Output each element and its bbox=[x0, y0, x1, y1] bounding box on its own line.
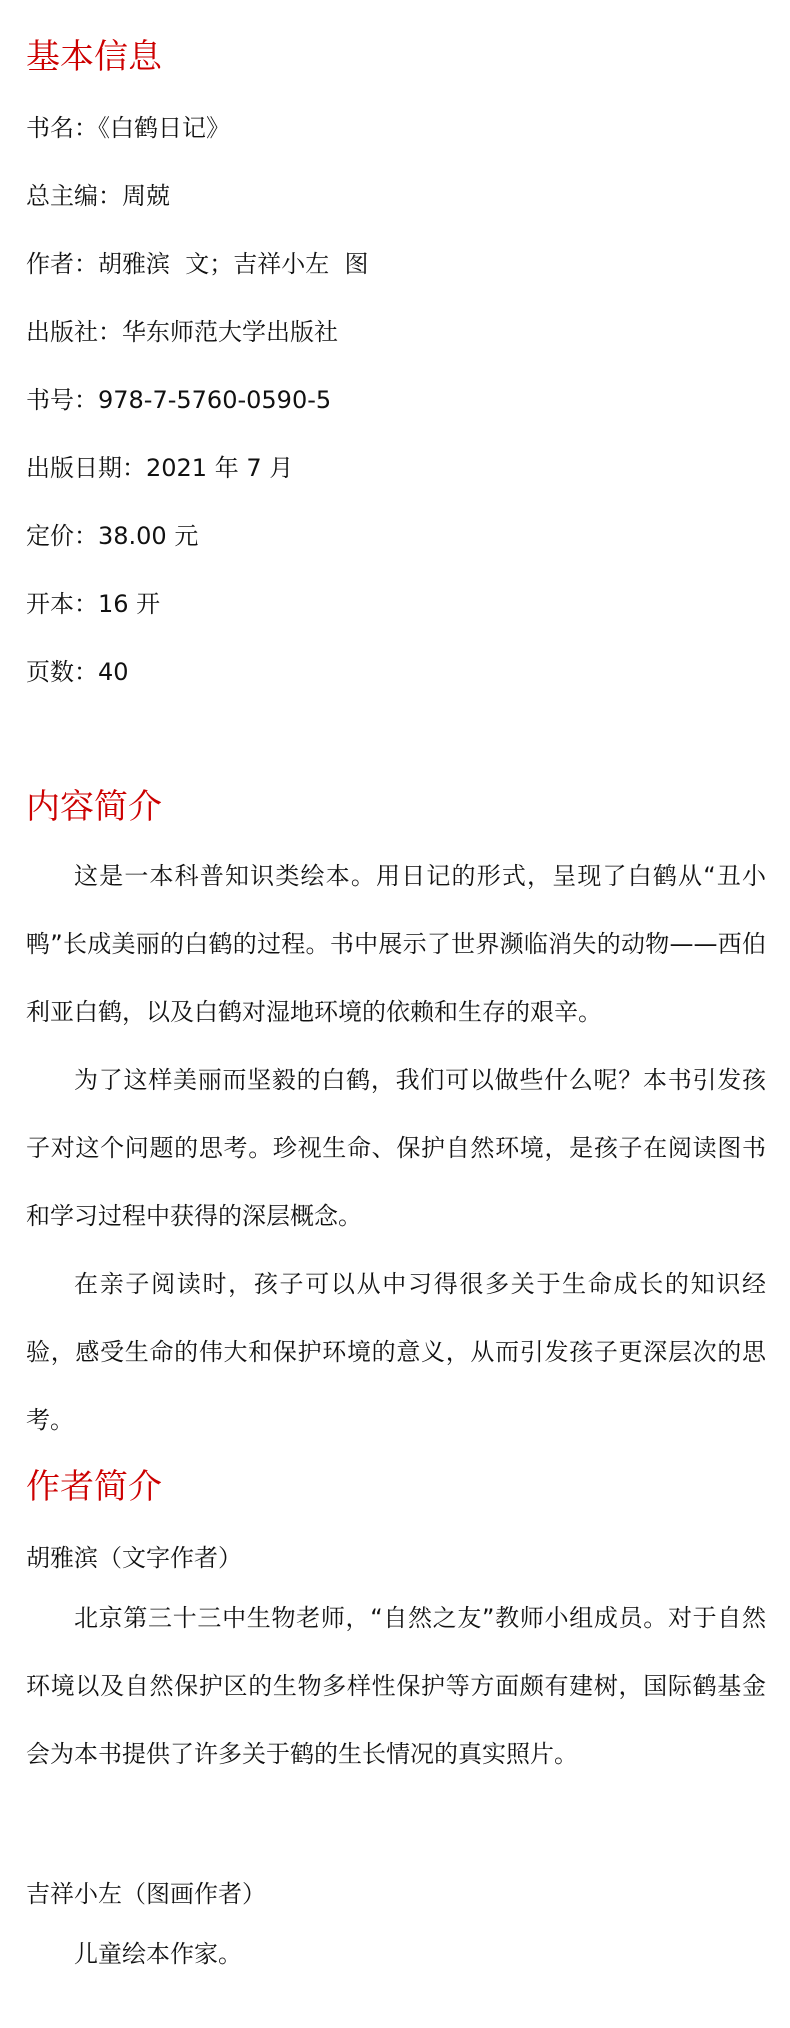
info-isbn: 书号：978-7-5760-0590-5 bbox=[26, 386, 332, 414]
info-publish-date: 出版日期：2021 年 7 月 bbox=[26, 454, 294, 482]
illustrator-name: 吉祥小左（图画作者） bbox=[26, 1880, 266, 1908]
basic-info-heading: 基本信息 bbox=[26, 37, 162, 77]
info-chief-editor: 总主编：周兢 bbox=[26, 182, 170, 210]
illustrator-bio-block bbox=[26, 1920, 766, 1988]
authors-heading: 作者简介 bbox=[26, 1467, 162, 1507]
info-format: 开本：16 开 bbox=[26, 590, 161, 618]
writer-name: 胡雅滨（文字作者） bbox=[26, 1544, 242, 1572]
illustrator-bio: 儿童绘本作家。 bbox=[74, 1940, 242, 1968]
info-book-title: 书名：《白鹤日记》 bbox=[26, 114, 230, 142]
info-publisher: 出版社：华东师范大学出版社 bbox=[26, 318, 338, 346]
writer-bio: 北京第三十三中生物老师，“自然之友”教师小组成员。对于自然环境以及自然保护区的生物多样性保护等方面颇有建树，国际鹤基金会为本书提供了许多关于鹤的生长情况的真实照片。 bbox=[26, 1604, 766, 1768]
summary-paragraph-3: 在亲子阅读时，孩子可以从中习得很多关于生命成长的知识经验，感受生命的伟大和保护环境的意义，从而引发孩子更深层次的思考。 bbox=[26, 1270, 766, 1434]
summary-body bbox=[26, 842, 766, 1454]
writer-bio-block bbox=[26, 1584, 766, 1788]
summary-paragraph-2: 为了这样美丽而坚毅的白鹤，我们可以做些什么呢？本书引发孩子对这个问题的思考。珍视生命、保护自然环境，是孩子在阅读图书和学习过程中获得的深层概念。 bbox=[26, 1066, 766, 1230]
summary-heading: 内容简介 bbox=[26, 787, 162, 827]
info-authors: 作者：胡雅滨 文；吉祥小左 图 bbox=[26, 250, 369, 278]
summary-paragraph-1: 这是一本科普知识类绘本。用日记的形式，呈现了白鹤从“丑小鸭”长成美丽的白鹤的过程。书中展示了世界濒临消失的动物——西伯利亚白鹤，以及白鹤对湿地环境的依赖和生存的艰辛。 bbox=[26, 862, 766, 1026]
info-price: 定价：38.00 元 bbox=[26, 522, 199, 550]
info-pages: 页数：40 bbox=[26, 658, 129, 686]
